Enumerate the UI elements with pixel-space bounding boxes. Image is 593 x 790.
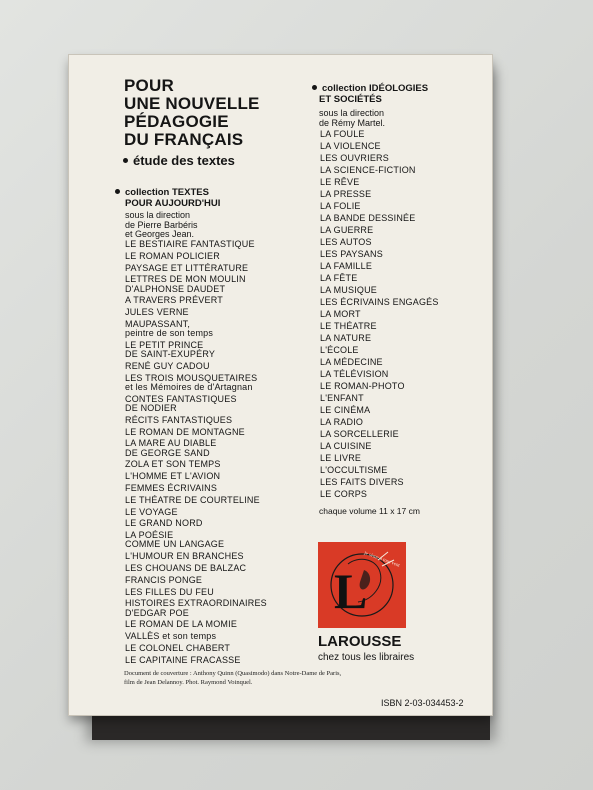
credit-line: Document de couverture : Anthony Quinn (Quasimodo) dans Notre-Dame de Paris, bbox=[124, 670, 342, 677]
list-item: LES PAYSANS bbox=[320, 249, 383, 259]
list-item: LES OUVRIERS bbox=[320, 153, 389, 163]
left-collection-direction bbox=[125, 211, 198, 240]
list-item: L'ÉCOLE bbox=[320, 345, 359, 355]
right-collection-heading bbox=[312, 83, 428, 105]
list-item: LES FAITS DIVERS bbox=[320, 477, 404, 487]
logo-letter: L bbox=[334, 563, 368, 619]
book-back-cover bbox=[69, 55, 492, 715]
list-item-continuation: et les Mémoires de d'Artagnan bbox=[125, 381, 253, 392]
direction-line: sous la direction bbox=[125, 210, 191, 220]
headline-line: POUR bbox=[124, 76, 174, 95]
list-item: LE VOYAGE bbox=[125, 506, 178, 517]
right-collection-list bbox=[320, 128, 439, 500]
list-item: LES TROIS MOUSQUETAIRES bbox=[125, 372, 258, 383]
list-item: LA MORT bbox=[320, 309, 361, 319]
heading-line: collection IDÉOLOGIES bbox=[322, 83, 429, 94]
list-item: FRANCIS PONGE bbox=[125, 574, 203, 585]
list-item: LA NATURE bbox=[320, 333, 372, 343]
heading-line: ET SOCIÉTÉS bbox=[319, 94, 382, 105]
list-item: LE PETIT PRINCE bbox=[125, 339, 204, 350]
list-item: LA FÊTE bbox=[320, 273, 358, 283]
list-item: LA POÉSIE bbox=[125, 530, 174, 541]
list-item: LE LIVRE bbox=[320, 453, 362, 463]
list-item-continuation: peintre de son temps bbox=[125, 328, 214, 339]
list-item: LETTRES DE MON MOULIN bbox=[125, 274, 246, 285]
cover-credits bbox=[124, 670, 341, 687]
list-item: LA SORCELLERIE bbox=[320, 429, 399, 439]
list-item: LE ROMAN DE LA MOMIE bbox=[125, 619, 238, 630]
headline-line: UNE NOUVELLE bbox=[124, 94, 260, 113]
list-item: LA BANDE DESSINÉE bbox=[320, 213, 416, 223]
list-item-continuation: DE NODIER bbox=[125, 402, 177, 413]
series-headline bbox=[124, 77, 260, 149]
list-item: RÉCITS FANTASTIQUES bbox=[125, 414, 233, 425]
heading-line: POUR AUJOURD'HUI bbox=[125, 198, 221, 209]
list-item: LA GUERRE bbox=[320, 225, 374, 235]
list-item: LE BESTIAIRE FANTASTIQUE bbox=[125, 239, 255, 249]
list-item: LA FOULE bbox=[320, 129, 365, 139]
list-item: L'OCCULTISME bbox=[320, 465, 388, 475]
list-item: MAUPASSANT, bbox=[125, 318, 191, 329]
list-item: LE THÉATRE bbox=[320, 321, 377, 331]
list-item: LA FOLIE bbox=[320, 201, 361, 211]
list-item: LA FAMILLE bbox=[320, 261, 373, 271]
sower-emblem-icon bbox=[318, 542, 406, 628]
list-item: VALLÈS et son temps bbox=[125, 631, 217, 642]
list-item-continuation: D'ALPHONSE DAUDET bbox=[125, 283, 226, 294]
heading-line: collection TEXTES bbox=[125, 187, 209, 198]
list-item: FEMMES ÉCRIVAINS bbox=[125, 482, 218, 493]
right-collection-direction bbox=[319, 109, 385, 128]
list-item: LA MUSIQUE bbox=[320, 285, 378, 295]
bullet-icon bbox=[312, 85, 317, 90]
publisher-name: LAROUSSE bbox=[318, 633, 402, 650]
direction-line: sous la direction bbox=[319, 108, 385, 118]
list-item: LE RÊVE bbox=[320, 177, 360, 187]
logo-motto: je sème à tout vent bbox=[363, 551, 401, 569]
list-item: LA PRESSE bbox=[320, 189, 372, 199]
list-item: LES FILLES DU FEU bbox=[125, 586, 214, 597]
direction-line: de Rémy Martel. bbox=[319, 117, 386, 128]
list-item: LES AUTOS bbox=[320, 237, 372, 247]
list-item: LA MARE AU DIABLE bbox=[125, 438, 217, 449]
list-item: LE ROMAN DE MONTAGNE bbox=[125, 426, 245, 437]
series-subtitle bbox=[123, 153, 235, 168]
list-item-continuation: D'EDGAR POE bbox=[125, 607, 189, 618]
credit-line: film de Jean Delannoy. Phot. Raymond Voinquel. bbox=[124, 678, 253, 686]
direction-line: de Pierre Barbéris bbox=[125, 219, 198, 230]
list-item: JULES VERNE bbox=[125, 307, 189, 318]
left-collection-list bbox=[125, 240, 267, 665]
headline-line: PÉDAGOGIE bbox=[124, 112, 229, 131]
list-item: ZOLA ET SON TEMPS bbox=[125, 459, 221, 470]
list-item: CONTES FANTASTIQUES bbox=[125, 393, 237, 404]
list-item: HISTOIRES EXTRAORDINAIRES bbox=[125, 598, 267, 609]
list-item: LA VIOLENCE bbox=[320, 141, 381, 151]
list-item: LA TÉLÉVISION bbox=[320, 369, 389, 379]
list-item: LE CORPS bbox=[320, 489, 368, 499]
list-item: LE ROMAN-PHOTO bbox=[320, 381, 405, 391]
headline-line: DU FRANÇAIS bbox=[124, 130, 244, 149]
subtitle-text: étude des textes bbox=[133, 153, 235, 168]
list-item: LA CUISINE bbox=[320, 441, 372, 451]
list-item: L'HOMME ET L'AVION bbox=[125, 471, 221, 482]
book-edge bbox=[92, 712, 490, 740]
list-item: A TRAVERS PRÉVERT bbox=[125, 295, 223, 306]
list-item: LE GRAND NORD bbox=[125, 518, 203, 529]
list-item: LE THÉATRE DE COURTELINE bbox=[125, 494, 260, 505]
left-collection-heading bbox=[115, 187, 220, 209]
list-item: L'HUMOUR EN BRANCHES bbox=[125, 551, 244, 562]
list-item: LA MÉDECINE bbox=[320, 357, 383, 367]
list-item: LES CHOUANS DE BALZAC bbox=[125, 562, 247, 573]
direction-line: et Georges Jean. bbox=[125, 229, 195, 239]
list-item: LE CINÉMA bbox=[320, 405, 371, 415]
list-item-continuation: DE SAINT-EXUPÉRY bbox=[125, 349, 216, 360]
list-item: LA RADIO bbox=[320, 417, 364, 427]
list-item-continuation: DE GEORGE SAND bbox=[125, 447, 210, 458]
list-item: PAYSAGE ET LITTÉRATURE bbox=[125, 262, 249, 273]
list-item: LE CAPITAINE FRACASSE bbox=[125, 654, 241, 665]
bullet-icon bbox=[123, 158, 128, 163]
list-item: L'ENFANT bbox=[320, 393, 364, 403]
list-item-continuation: COMME UN LANGAGE bbox=[125, 539, 225, 550]
publisher-tagline: chez tous les libraires bbox=[318, 652, 415, 663]
format-note: chaque volume 11 x 17 cm bbox=[319, 506, 420, 516]
list-item: LES ÉCRIVAINS ENGAGÉS bbox=[320, 297, 439, 307]
list-item: LE COLONEL CHABERT bbox=[125, 642, 231, 653]
list-item: RENÉ GUY CADOU bbox=[125, 360, 210, 371]
isbn-number: ISBN 2-03-034453-2 bbox=[381, 698, 464, 708]
bullet-icon bbox=[115, 189, 120, 194]
larousse-logo bbox=[318, 542, 406, 628]
list-item: LE ROMAN POLICIER bbox=[125, 250, 220, 261]
list-item: LA SCIENCE-FICTION bbox=[320, 165, 416, 175]
